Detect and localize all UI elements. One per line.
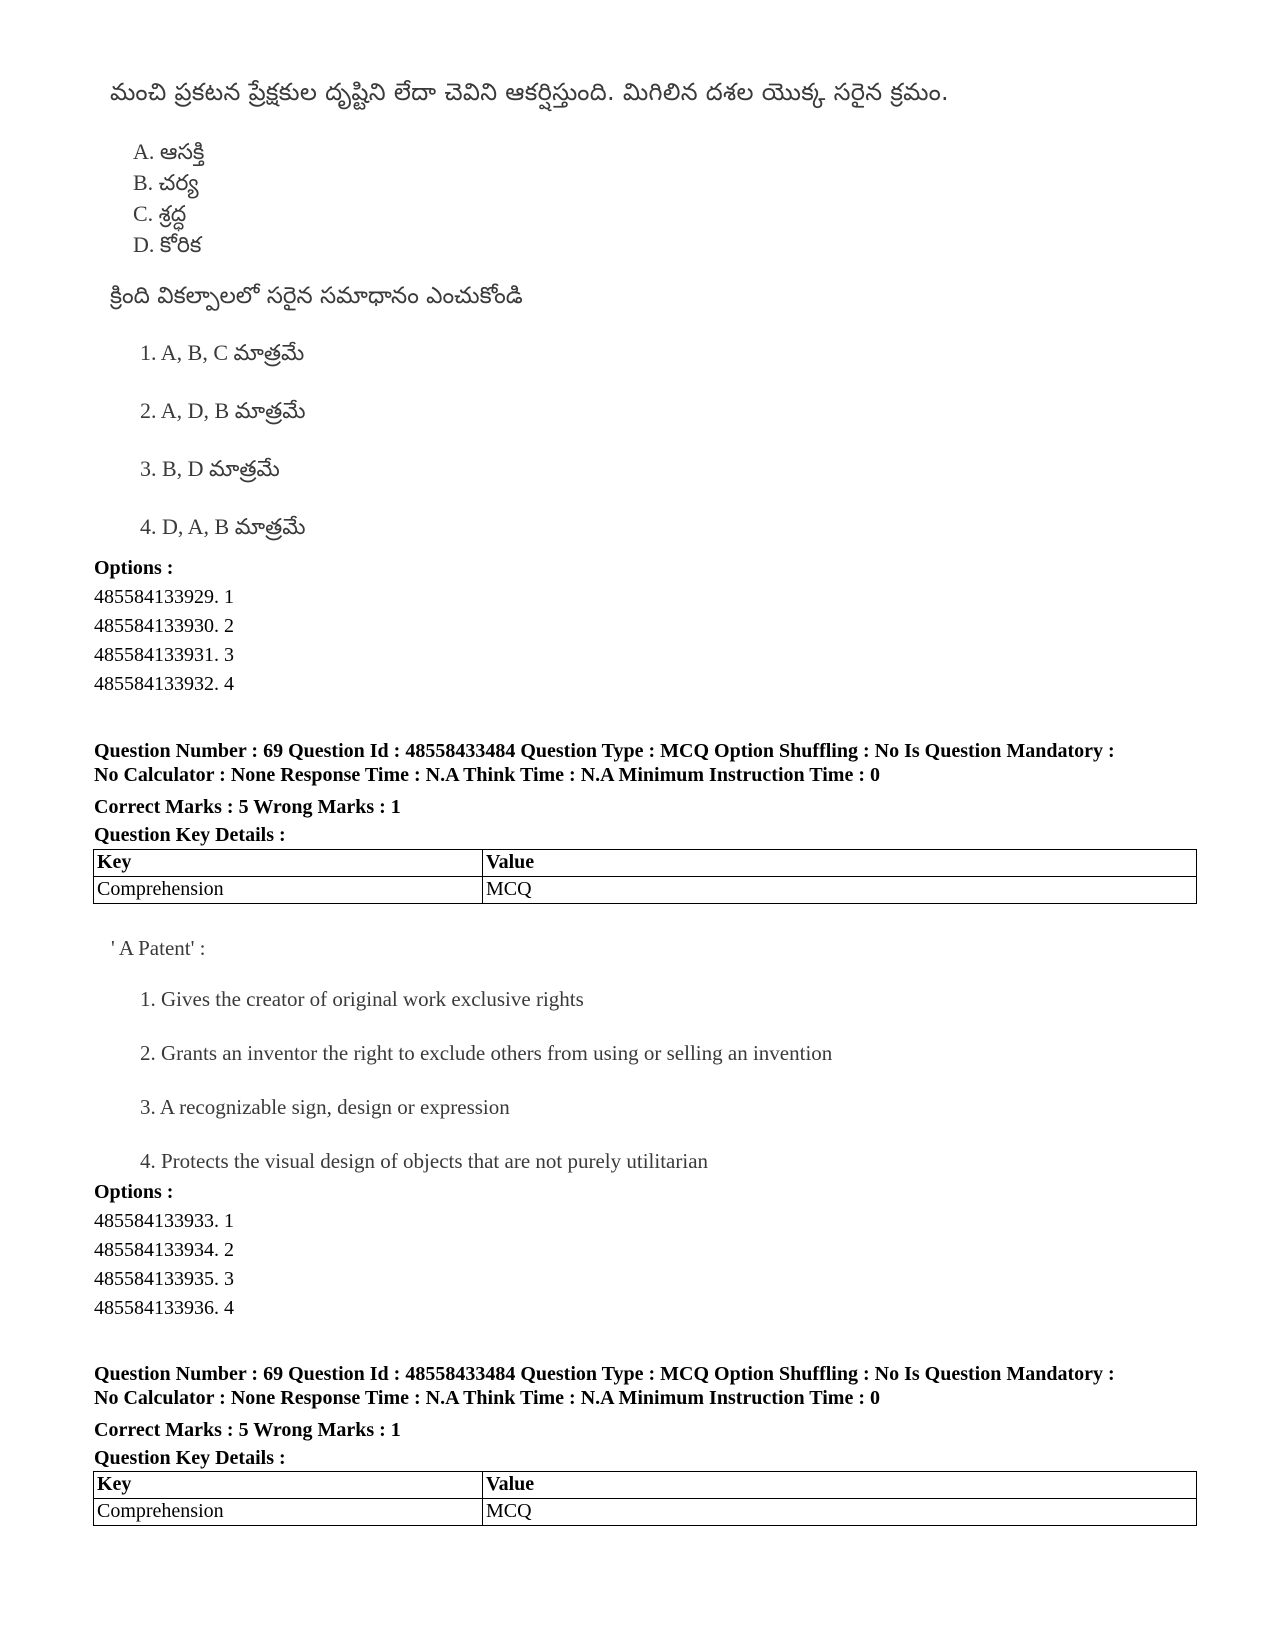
meta-line-1: Question Number : 69 Question Id : 48558433484 Question Type : MCQ Option Shuffling : No Is Question Mandatory :	[94, 1363, 1115, 1385]
option-item: 485584133930. 2	[94, 615, 234, 637]
choice-2: 2. A, D, B మాత్రమే	[140, 398, 306, 423]
choice-list	[140, 987, 832, 1203]
statement-d: D. కోరిక	[133, 232, 202, 257]
marks-line: Correct Marks : 5 Wrong Marks : 1	[94, 796, 401, 818]
table-row	[94, 877, 1197, 904]
choice-3: 3. B, D మాత్రమే	[140, 456, 280, 481]
table-header-key: Key	[94, 850, 483, 877]
key-details-label: Question Key Details :	[94, 1447, 286, 1469]
options-list	[94, 1207, 234, 1323]
statement-a: A. ఆసక్తి	[133, 139, 205, 164]
option-item: 485584133936. 4	[94, 1297, 234, 1319]
options-label: Options :	[94, 1181, 174, 1203]
option-item: 485584133933. 1	[94, 1210, 234, 1232]
table-cell: MCQ	[483, 1499, 1197, 1526]
option-item: 485584133934. 2	[94, 1239, 234, 1261]
key-details-table	[93, 1471, 1197, 1526]
table-row	[94, 1472, 1197, 1499]
table-cell: Comprehension	[94, 877, 483, 904]
choice-list	[140, 340, 305, 572]
choice-4: 4. Protects the visual design of objects that are not purely utilitarian	[140, 1149, 709, 1173]
statement-c: C. శ్రద్ధ	[133, 201, 187, 226]
marks-line: Correct Marks : 5 Wrong Marks : 1	[94, 1419, 401, 1441]
table-header-value: Value	[483, 850, 1197, 877]
meta-line-2: No Calculator : None Response Time : N.A Think Time : N.A Minimum Instruction Time : 0	[94, 764, 880, 786]
meta-line-1: Question Number : 69 Question Id : 48558433484 Question Type : MCQ Option Shuffling : No Is Question Mandatory :	[94, 740, 1115, 762]
options-label: Options :	[94, 557, 174, 579]
choice-1: 1. A, B, C మాత్రమే	[140, 340, 305, 365]
option-item: 485584133935. 3	[94, 1268, 234, 1290]
table-cell: Comprehension	[94, 1499, 483, 1526]
choice-3: 3. A recognizable sign, design or expression	[140, 1095, 510, 1119]
question-meta	[94, 1362, 1204, 1410]
table-row	[94, 1499, 1197, 1526]
choice-1: 1. Gives the creator of original work exclusive rights	[140, 987, 584, 1011]
table-header-key: Key	[94, 1472, 483, 1499]
table-row	[94, 850, 1197, 877]
question-meta	[94, 739, 1204, 787]
options-list	[94, 583, 234, 699]
option-item: 485584133929. 1	[94, 586, 234, 608]
statement-b: B. చర్య	[133, 170, 199, 195]
question-text: ' A Patent' :	[111, 936, 206, 960]
table-cell: MCQ	[483, 877, 1197, 904]
question-text: మంచి ప్రకటన ప్రేక్షకుల దృష్టిని లేదా చెవిని ఆకర్షిస్తుంది. మిగిలిన దశల యొక్క సరైన క్రమం.	[110, 78, 949, 106]
option-item: 485584133932. 4	[94, 673, 234, 695]
instruction-text: క్రింది వికల్పాలలో సరైన సమాధానం ఎంచుకోండి	[110, 283, 523, 309]
key-details-label: Question Key Details :	[94, 824, 286, 846]
table-header-value: Value	[483, 1472, 1197, 1499]
choice-2: 2. Grants an inventor the right to exclude others from using or selling an invention	[140, 1041, 833, 1065]
choice-4: 4. D, A, B మాత్రమే	[140, 514, 306, 539]
meta-line-2: No Calculator : None Response Time : N.A Think Time : N.A Minimum Instruction Time : 0	[94, 1387, 880, 1409]
statement-list	[133, 136, 204, 260]
option-item: 485584133931. 3	[94, 644, 234, 666]
key-details-table	[93, 849, 1197, 904]
